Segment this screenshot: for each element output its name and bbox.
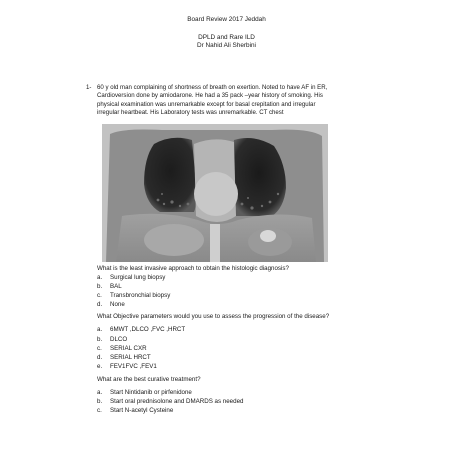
option-text: None (110, 301, 125, 308)
option-letter: e. (97, 363, 103, 370)
option-letter: b. (97, 398, 103, 405)
stem-line: 60 y old man complaining of shortness of breath on exertion. Noted to have AF in ER, (97, 84, 328, 91)
option-letter: b. (97, 283, 103, 290)
option-letter: d. (97, 301, 103, 308)
option-letter: c. (97, 292, 102, 299)
question-stem (97, 84, 379, 118)
option-text: SERIAL HRCT (110, 354, 151, 361)
question-prompt: What Objective parameters would you use to assess the progression of the disease? (97, 313, 330, 320)
option-letter: c. (97, 407, 102, 414)
option-text: Start Nintidanib or pirfenidone (110, 389, 192, 396)
option-text: FEV1FVC ,FEV1 (110, 363, 157, 370)
option-letter: c. (97, 345, 102, 352)
option-text: Transbronchial biopsy (110, 292, 171, 299)
option-text: BAL (110, 283, 122, 290)
document-title: Board Review 2017 Jeddah (187, 16, 266, 23)
option-text: DLCO (110, 336, 128, 343)
option-text: 6MWT ,DLCO ,FVC ,HRCT (110, 326, 186, 333)
document-subtitle: DPLD and Rare ILD (198, 34, 255, 41)
option-letter: b. (97, 336, 103, 343)
stem-line: Cardioversion done by amiodarone. He had a 35 pack –year history of smoking. His (97, 92, 323, 100)
option-text: SERIAL CXR (110, 345, 147, 352)
question-prompt: What are the best curative treatment? (97, 376, 201, 383)
ct-chest-image (102, 124, 328, 262)
option-letter: a. (97, 326, 103, 333)
question-number: 1- (86, 84, 92, 91)
option-text: Surgical lung biopsy (110, 274, 166, 281)
question-prompt: What is the least invasive approach to obtain the histologic diagnosis? (97, 265, 289, 272)
option-text: Start oral prednisolone and DMARDS as needed (110, 398, 244, 405)
option-letter: a. (97, 389, 103, 396)
option-text: Start N-acetyl Cysteine (110, 407, 174, 414)
option-letter: a. (97, 274, 103, 281)
option-letter: d. (97, 354, 103, 361)
stem-line: physical examination was unremarkable except for basal crepitation and irregular (97, 100, 316, 108)
stem-line: irregular heartbeat. His Laboratory tests was unremarkable. CT chest (97, 109, 284, 117)
document-author: Dr Nahid Ali Sherbini (197, 42, 256, 49)
